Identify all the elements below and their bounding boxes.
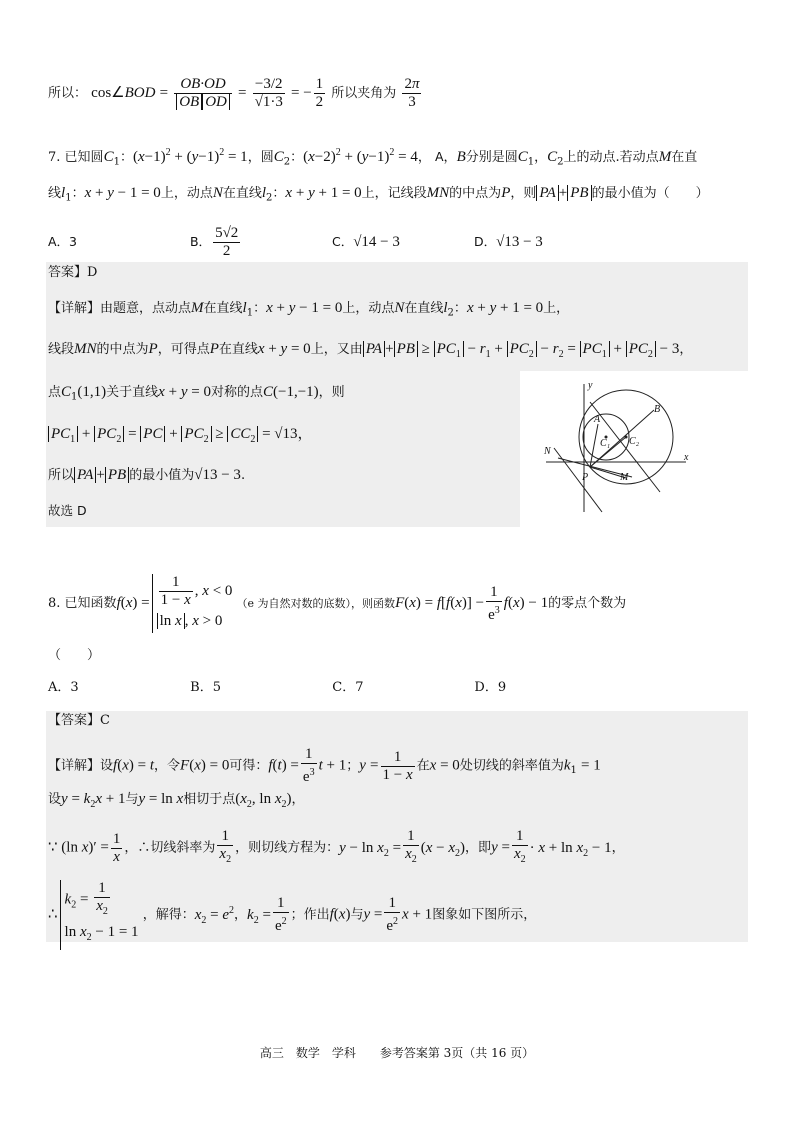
a8-text: 在	[416, 758, 430, 774]
fig-label-x: x	[684, 452, 689, 463]
a7-text: 在直线	[404, 301, 444, 316]
a8-text: 图象如下图所示，	[432, 907, 537, 923]
a7-text: 关于直线	[106, 385, 159, 400]
a8-text: 相切于点	[183, 792, 236, 807]
question7-number: 7.	[48, 150, 61, 165]
a8-text: 可得：	[229, 758, 269, 774]
q7-text: 在直线	[222, 186, 262, 201]
fig-label-y: y	[588, 380, 593, 391]
option-d: D．√13 − 3	[473, 234, 543, 250]
fig-label-n: N	[544, 446, 551, 457]
answer7-final: 故选 D	[48, 503, 87, 518]
cos-lead: 所以：	[48, 86, 88, 101]
q7-text: ，则	[510, 186, 537, 201]
a7-text: 在直线	[203, 301, 243, 316]
q8-text: 已知函数	[64, 596, 117, 611]
point-c2	[625, 436, 628, 439]
option-c: C．7	[332, 680, 364, 695]
a7-text: 的中点为	[96, 342, 149, 357]
a7-text: 对称的点	[210, 385, 263, 400]
option-a: A．3	[48, 680, 79, 695]
q7-text: 分别是圆	[465, 150, 518, 165]
circle-figure	[528, 376, 698, 516]
a7-text: 在直线	[218, 342, 258, 357]
q7-text: 上的动点.若动点	[563, 150, 659, 165]
answer7-detail3: 点$C_1(1,1)$关于直线x + y = 0对称的点C(−1,−1)，则	[48, 384, 345, 403]
a8-text: ，解得：	[142, 907, 195, 923]
page-footer: 高三 数学 学科 参考答案第 3页（共 16 页）	[259, 1046, 535, 1060]
q7-text: 在直	[671, 150, 698, 165]
a7-text: 所以	[48, 468, 75, 483]
fig-label-p: P	[582, 472, 589, 483]
fig-label-c1: C₁	[600, 438, 611, 449]
a8-text: 与	[350, 907, 364, 923]
q7-text: 已知圆	[64, 150, 104, 165]
answer7-detail5: 所以 PA + PB 的最小值为√13 − 3.	[48, 467, 246, 483]
q7-text: ，	[417, 150, 431, 165]
fig-label-m: M	[620, 472, 629, 483]
a7-text: 上，又由	[310, 342, 363, 357]
option-c-label: C．	[331, 234, 354, 249]
answer8-detail4: ∴ $k_2$ = $\frac{1}{x_2}$ $\ln x_2 - 1 = 1$ ，解得：$x_2 = e^2$，$k_2$ = $\frac{1}{e^2}$ ；作出f(x)与y = $\frac{1}{e^2}$ x + 1图象如下图所示，	[48, 880, 536, 950]
answer8-detail3: ∵ (ln x)′ = $\frac{1}{x}$ ，∴切线斜率为 $\frac{1}{x_2}$ ，则切线方程为：$y - \ln x_2$ = $\frac{1}{x_2}$ $(x - x_2)$，即y = $\frac{1}{x_2}$ · $x + \ln x_2 - 1$，	[48, 828, 625, 865]
q7-text: 上，记线段	[361, 186, 427, 201]
q7-text: 的中点为	[449, 186, 502, 201]
question8-number: 8.	[48, 596, 61, 611]
fig-label-b: B	[654, 404, 661, 415]
answer7-detail2: 线段MN的中点为P，可得点P在直线x + y = 0上，又由 PA + PB ≥ $PC_1 - r_1 + PC_2 - r_2 = PC_1 + PC_2 - 3$，	[48, 341, 693, 360]
a8-text: 设	[48, 792, 62, 807]
a8-text: ∴切线斜率为	[137, 840, 216, 856]
a7-text: 上，	[543, 301, 570, 316]
option-c: C．√14 − 3	[331, 234, 400, 250]
a7-text: 线段	[48, 342, 75, 357]
fig-label-a: A	[594, 414, 601, 425]
a8-text: 与	[125, 792, 139, 807]
option-a: A．3	[48, 234, 78, 249]
answer7-detail1: 【详解】由题意，点动点M在直线$l_1$：x + y − 1 = 0上，动点N在直线$l_2$：x + y + 1 = 0上，	[48, 300, 570, 319]
answer8-detail1: 【详解】设f(x) = t，令F(x) = 0可得：f(t) = $\frac{1}{e^3}$ t + 1；y = $\frac{1}{1 - x}$ 在x = 0处切线的斜率值为$k_1 = 1$	[48, 746, 601, 785]
answer8-detail2: 设$y = k_2x + 1$与y = ln x相切于点($x_2$, $\ln x_2$)，	[48, 791, 305, 810]
a8-text: 处切线的斜率值为	[459, 758, 564, 774]
question8-options	[48, 678, 612, 698]
a7-text: 点	[48, 385, 62, 400]
q8-text: 的零点个数为	[548, 596, 627, 611]
a7-text: 的最小值为	[129, 468, 195, 483]
question8-line1: 8. 已知函数f(x) = $\frac{1}{1 - x}$ , x < 0 ln x , x > 0 （e 为自然对数的底数），则函数F(x) = f[f(x)] − $\frac{1}{e^3}$ f(x) − 1的零点个数为	[48, 574, 626, 633]
a7-text: ，可得点	[157, 342, 210, 357]
answer7-detail4: $PC_1 + PC_2$ = PC + $PC_2 \ge CC_2 = √13$，	[48, 424, 313, 450]
answer7-label: 答案】D	[48, 265, 98, 280]
question7-line1: 7. 已知圆$C_1$：$(x-1)^2 + (y-1)^2 = 1$，圆$C_2$：$(x-2)^2 + (y-1)^2 = 4$， A，B分别是圆$C_1$，$C_2$上的动点.若动点M在直	[48, 147, 698, 168]
a8-text: ；作出	[290, 907, 330, 923]
fig-label-c2: C₂	[629, 436, 640, 447]
q7-text: 上，动点	[160, 186, 213, 201]
answer8-label: 【答案】C	[48, 713, 110, 728]
question7-options	[48, 225, 612, 260]
cos-tail: 所以夹角为	[331, 86, 397, 101]
option-b-label: B．	[189, 234, 212, 249]
q7-text: ，圆	[247, 150, 274, 165]
option-b: B．5	[190, 680, 221, 695]
a8-text: ，则切线方程为：	[235, 840, 340, 856]
question8-paren: （ ）	[48, 648, 101, 663]
a7-text: ，则	[318, 385, 345, 400]
option-d: D．9	[474, 680, 507, 695]
question7-line2: 线$l_1$：x + y − 1 = 0上，动点N在直线$l_2$：x + y + 1 = 0上，记线段MN的中点为P，则 PA + PB 的最小值为（ ）	[48, 185, 709, 204]
a8-text: 【详解】设	[48, 758, 114, 774]
q7-text: 的最小值为（ ）	[591, 186, 709, 201]
option-b: B． $\frac{5√2}{2}$	[189, 225, 239, 259]
q8-text: （e 为自然对数的底数），则函数	[236, 597, 396, 610]
q7-text: 线	[48, 186, 62, 201]
cos-line: 所以： cos∠BOD = $\frac{OB\cdot OD}{\text{OB OD}}$ = $\frac{-3/2}{√1\cdot 3}$ = − $\frac{1}{2}$ 所以夹角为 $\frac{2\pi}{3}$	[48, 76, 420, 110]
a7-text: 【详解】由题意，点动点	[48, 301, 192, 316]
a8-text: ，令	[154, 758, 181, 774]
a7-text: 上，动点	[342, 301, 395, 316]
a8-text: ，即	[465, 840, 492, 856]
option-d-label: D．	[473, 234, 497, 249]
